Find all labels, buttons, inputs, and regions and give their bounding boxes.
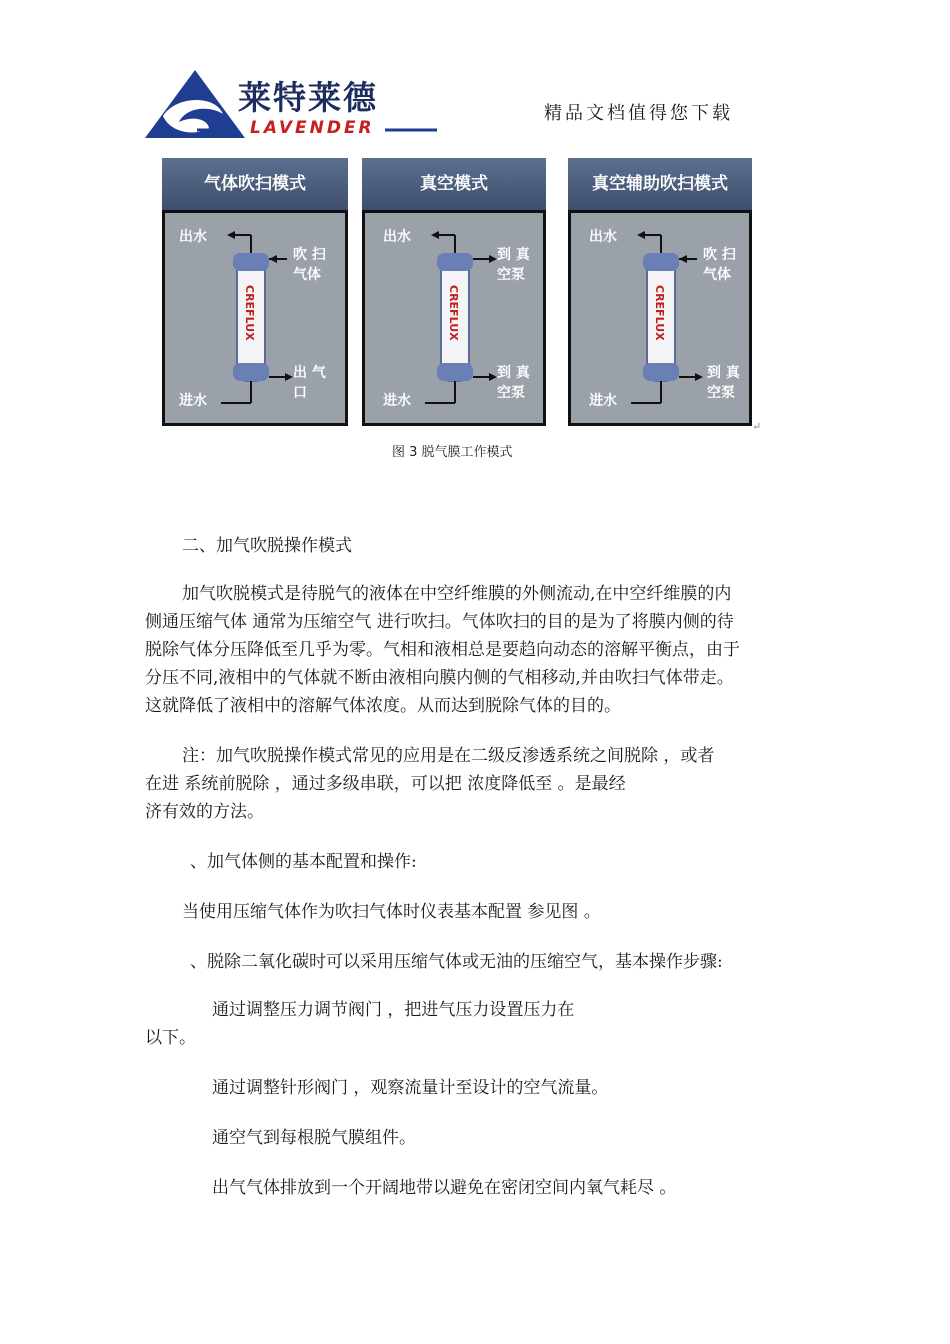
- section-title: 二、加气吹脱操作模式: [182, 536, 352, 556]
- panel-1-bottom-right-1: 出 气: [293, 365, 326, 381]
- panel-vacuum: [362, 210, 546, 426]
- panel-2-module-label: CREFLUX: [447, 285, 460, 341]
- degassing-modes-diagram: [160, 158, 760, 433]
- panel-gas-sweep: [162, 210, 348, 426]
- panel-1-module-label: CREFLUX: [243, 285, 256, 341]
- panel-title-vacuum: 真空模式: [362, 158, 546, 210]
- item-2-heading: 、脱除二氧化碳时可以采用压缩气体或无油的压缩空气，基本操作步骤:: [190, 952, 723, 972]
- p1-line-4: 分压不同,液相中的气体就不断由液相向膜内侧的气相移动,并由吹扫气体带走。: [145, 668, 734, 688]
- panel-2-inlet-water: 进水: [383, 393, 411, 409]
- note-line-3: 济有效的方法。: [145, 802, 264, 822]
- panel-title-vacuum-assisted-sweep: 真空辅助吹扫模式: [568, 158, 752, 210]
- step-1-line-1: 通过调整压力调节阀门 ，把进气压力设置压力在: [212, 1000, 575, 1020]
- panel-3-inlet-water: 进水: [589, 393, 617, 409]
- panel-2-outlet-water: 出水: [383, 229, 411, 245]
- note-line-1: 注：加气吹脱操作模式常见的应用是在二级反渗透系统之间脱除 ，或者: [182, 746, 715, 766]
- panel-3-top-right-1: 吹 扫: [703, 247, 736, 263]
- panel-1-bottom-right-2: 口: [293, 385, 307, 401]
- step-4: 出气气体排放到一个开阔地带以避免在密闭空间内氧气耗尽 。: [212, 1178, 677, 1198]
- panel-1-top-right-2: 气体: [293, 267, 321, 283]
- brand-name-cn: 莱特莱德: [238, 78, 378, 117]
- panel-3-top-right-2: 气体: [703, 267, 731, 283]
- panel-2-top-right-1: 到 真: [497, 247, 530, 263]
- panel-2-top-right-2: 空泵: [497, 267, 525, 283]
- step-1-line-2: 以下。: [145, 1028, 196, 1048]
- p1-line-1: 加气吹脱模式是待脱气的液体在中空纤维膜的外侧流动,在中空纤维膜的内: [182, 584, 732, 604]
- panel-title-gas-sweep: 气体吹扫模式: [162, 158, 348, 210]
- header-right-text: 精品文档值得您下载: [544, 103, 733, 124]
- p1-line-3: 脱除气体分压降低至几乎为零。气相和液相总是要趋向动态的溶解平衡点，由于: [145, 640, 740, 660]
- panel-vacuum-assisted-sweep: [568, 210, 752, 426]
- panel-2-bottom-right-1: 到 真: [497, 365, 530, 381]
- panel-2-bottom-right-2: 空泵: [497, 385, 525, 401]
- panel-1-outlet-water: 出水: [179, 229, 207, 245]
- panel-3-bottom-right-1: 到 真: [707, 365, 740, 381]
- panel-3-module-label: CREFLUX: [653, 285, 666, 341]
- p1-line-2: 侧通压缩气体 通常为压缩空气 进行吹扫。气体吹扫的目的是为了将膜内侧的待: [145, 612, 734, 632]
- panel-3-outlet-water: 出水: [589, 229, 617, 245]
- step-2: 通过调整针形阀门 ，观察流量计至设计的空气流量。: [212, 1078, 609, 1098]
- note-line-2: 在进 系统前脱除 ，通过多级串联，可以把 浓度降低至 。是最经: [145, 774, 626, 794]
- item-1-text: 当使用压缩气体作为吹扫气体时仪表基本配置 参见图 。: [182, 902, 601, 922]
- return-mark-icon: ↵: [752, 420, 762, 433]
- step-3: 通空气到每根脱气膜组件。: [212, 1128, 416, 1148]
- p1-line-5: 这就降低了液相中的溶解气体浓度。从而达到脱除气体的目的。: [145, 696, 621, 716]
- panel-1-inlet-water: 进水: [179, 393, 207, 409]
- panel-3-bottom-right-2: 空泵: [707, 385, 735, 401]
- item-1-heading: 、加气体侧的基本配置和操作:: [190, 852, 417, 872]
- panel-1-top-right-1: 吹 扫: [293, 247, 326, 263]
- brand-name-en: LAVENDER: [250, 118, 375, 138]
- figure-caption: 图 3 脱气膜工作模式: [392, 445, 513, 460]
